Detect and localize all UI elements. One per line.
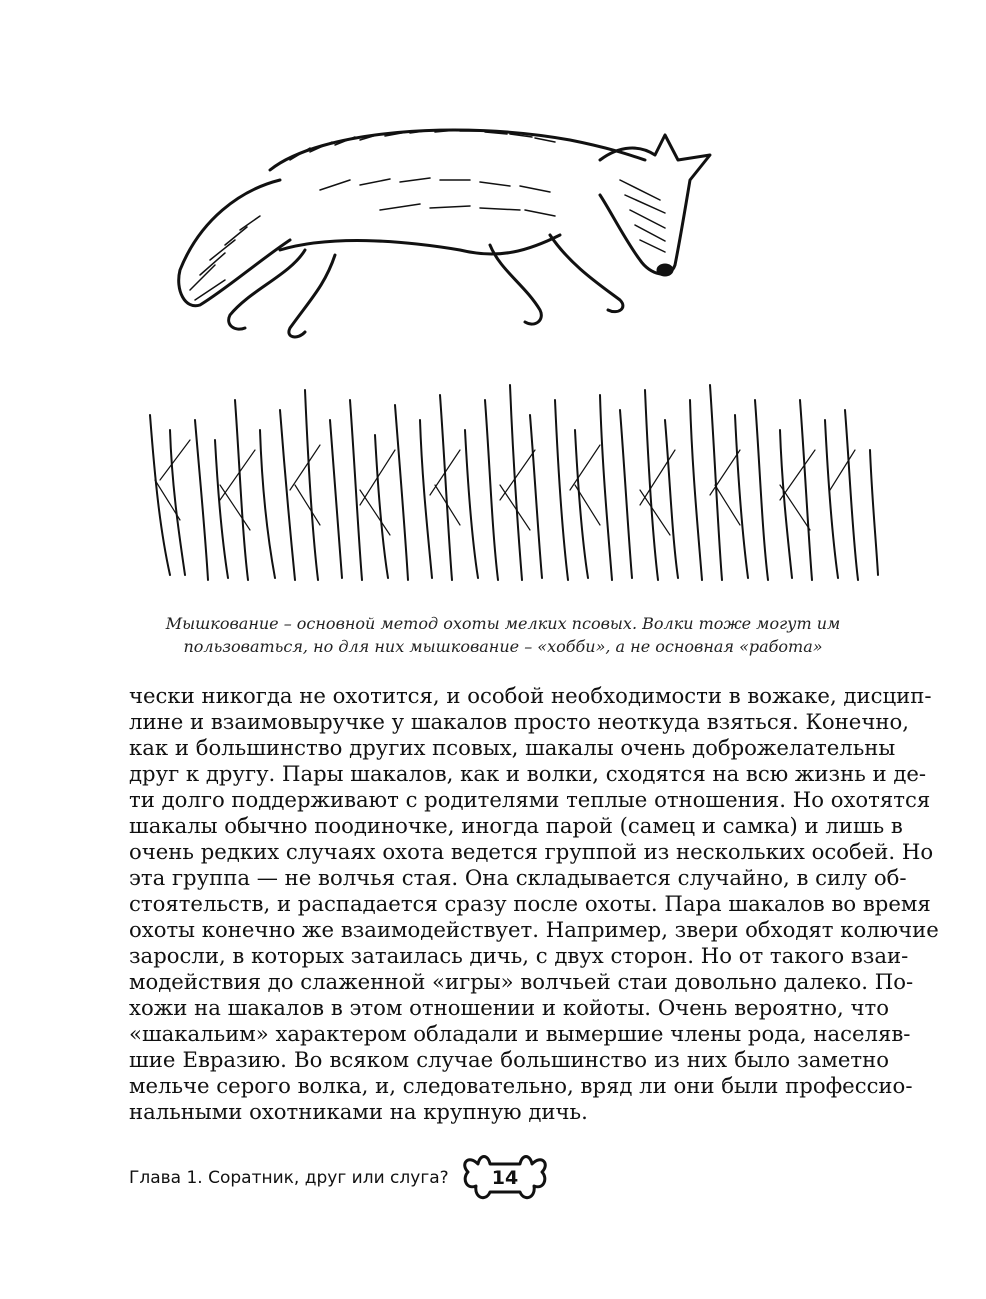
caption-line: пользоваться, но для них мышкование – «хобби», а не основная «работа»	[183, 637, 823, 656]
figure-caption	[120, 612, 886, 658]
body-paragraph	[129, 683, 939, 1125]
text-line: стоятельств, и распадается сразу после охоты. Пара шакалов во время	[129, 891, 931, 916]
caption-line: Мышкование – основной метод охоты мелких псовых. Волки тоже могут им	[165, 614, 841, 633]
text-line: «шакальим» характером обладали и вымершие члены рода, населяв-	[129, 1021, 911, 1046]
text-line: ти долго поддерживают с родителями теплые отношения. Но охотятся	[129, 787, 931, 812]
text-line: эта группа — не волчья стая. Она складывается случайно, в силу об-	[129, 865, 907, 890]
text-line: как и большинство других псовых, шакалы очень доброжелательны	[129, 735, 896, 760]
text-line: заросли, в которых затаилась дичь, с двух сторон. Но от такого взаи-	[129, 943, 909, 968]
text-line: хожи на шакалов в этом отношении и койоты. Очень вероятно, что	[129, 995, 889, 1020]
text-line: очень редких случаях охота ведется группой из нескольких особей. Но	[129, 839, 934, 864]
text-line: друг к другу. Пары шакалов, как и волки, сходятся на всю жизнь и де-	[129, 761, 927, 786]
chapter-title: Глава 1. Соратник, друг или слуга?	[129, 1168, 449, 1188]
fox-illustration	[130, 100, 890, 600]
text-line: нальными охотниками на крупную дичь.	[129, 1099, 588, 1124]
text-line: шие Евразию. Во всяком случае большинство из них было заметно	[129, 1047, 889, 1072]
text-line: охоты конечно же взаимодействует. Например, звери обходят колючие	[129, 917, 939, 942]
text-line: мельче серого волка, и, следовательно, вряд ли они были профессио-	[129, 1073, 913, 1098]
text-line: модействия до слаженной «игры» волчьей стаи довольно далеко. По-	[129, 969, 914, 994]
text-line: чески никогда не охотится, и особой необходимости в вожаке, дисцип-	[129, 683, 932, 708]
grass-icon	[150, 385, 878, 580]
fox-icon	[179, 130, 710, 337]
text-line: шакалы обычно поодиночке, иногда парой (самец и самка) и лишь в	[129, 813, 903, 838]
page-number: 14	[491, 1167, 519, 1189]
page-number-badge	[462, 1150, 548, 1206]
text-line: лине и взаимовыручке у шакалов просто неоткуда взяться. Конечно,	[129, 709, 909, 734]
